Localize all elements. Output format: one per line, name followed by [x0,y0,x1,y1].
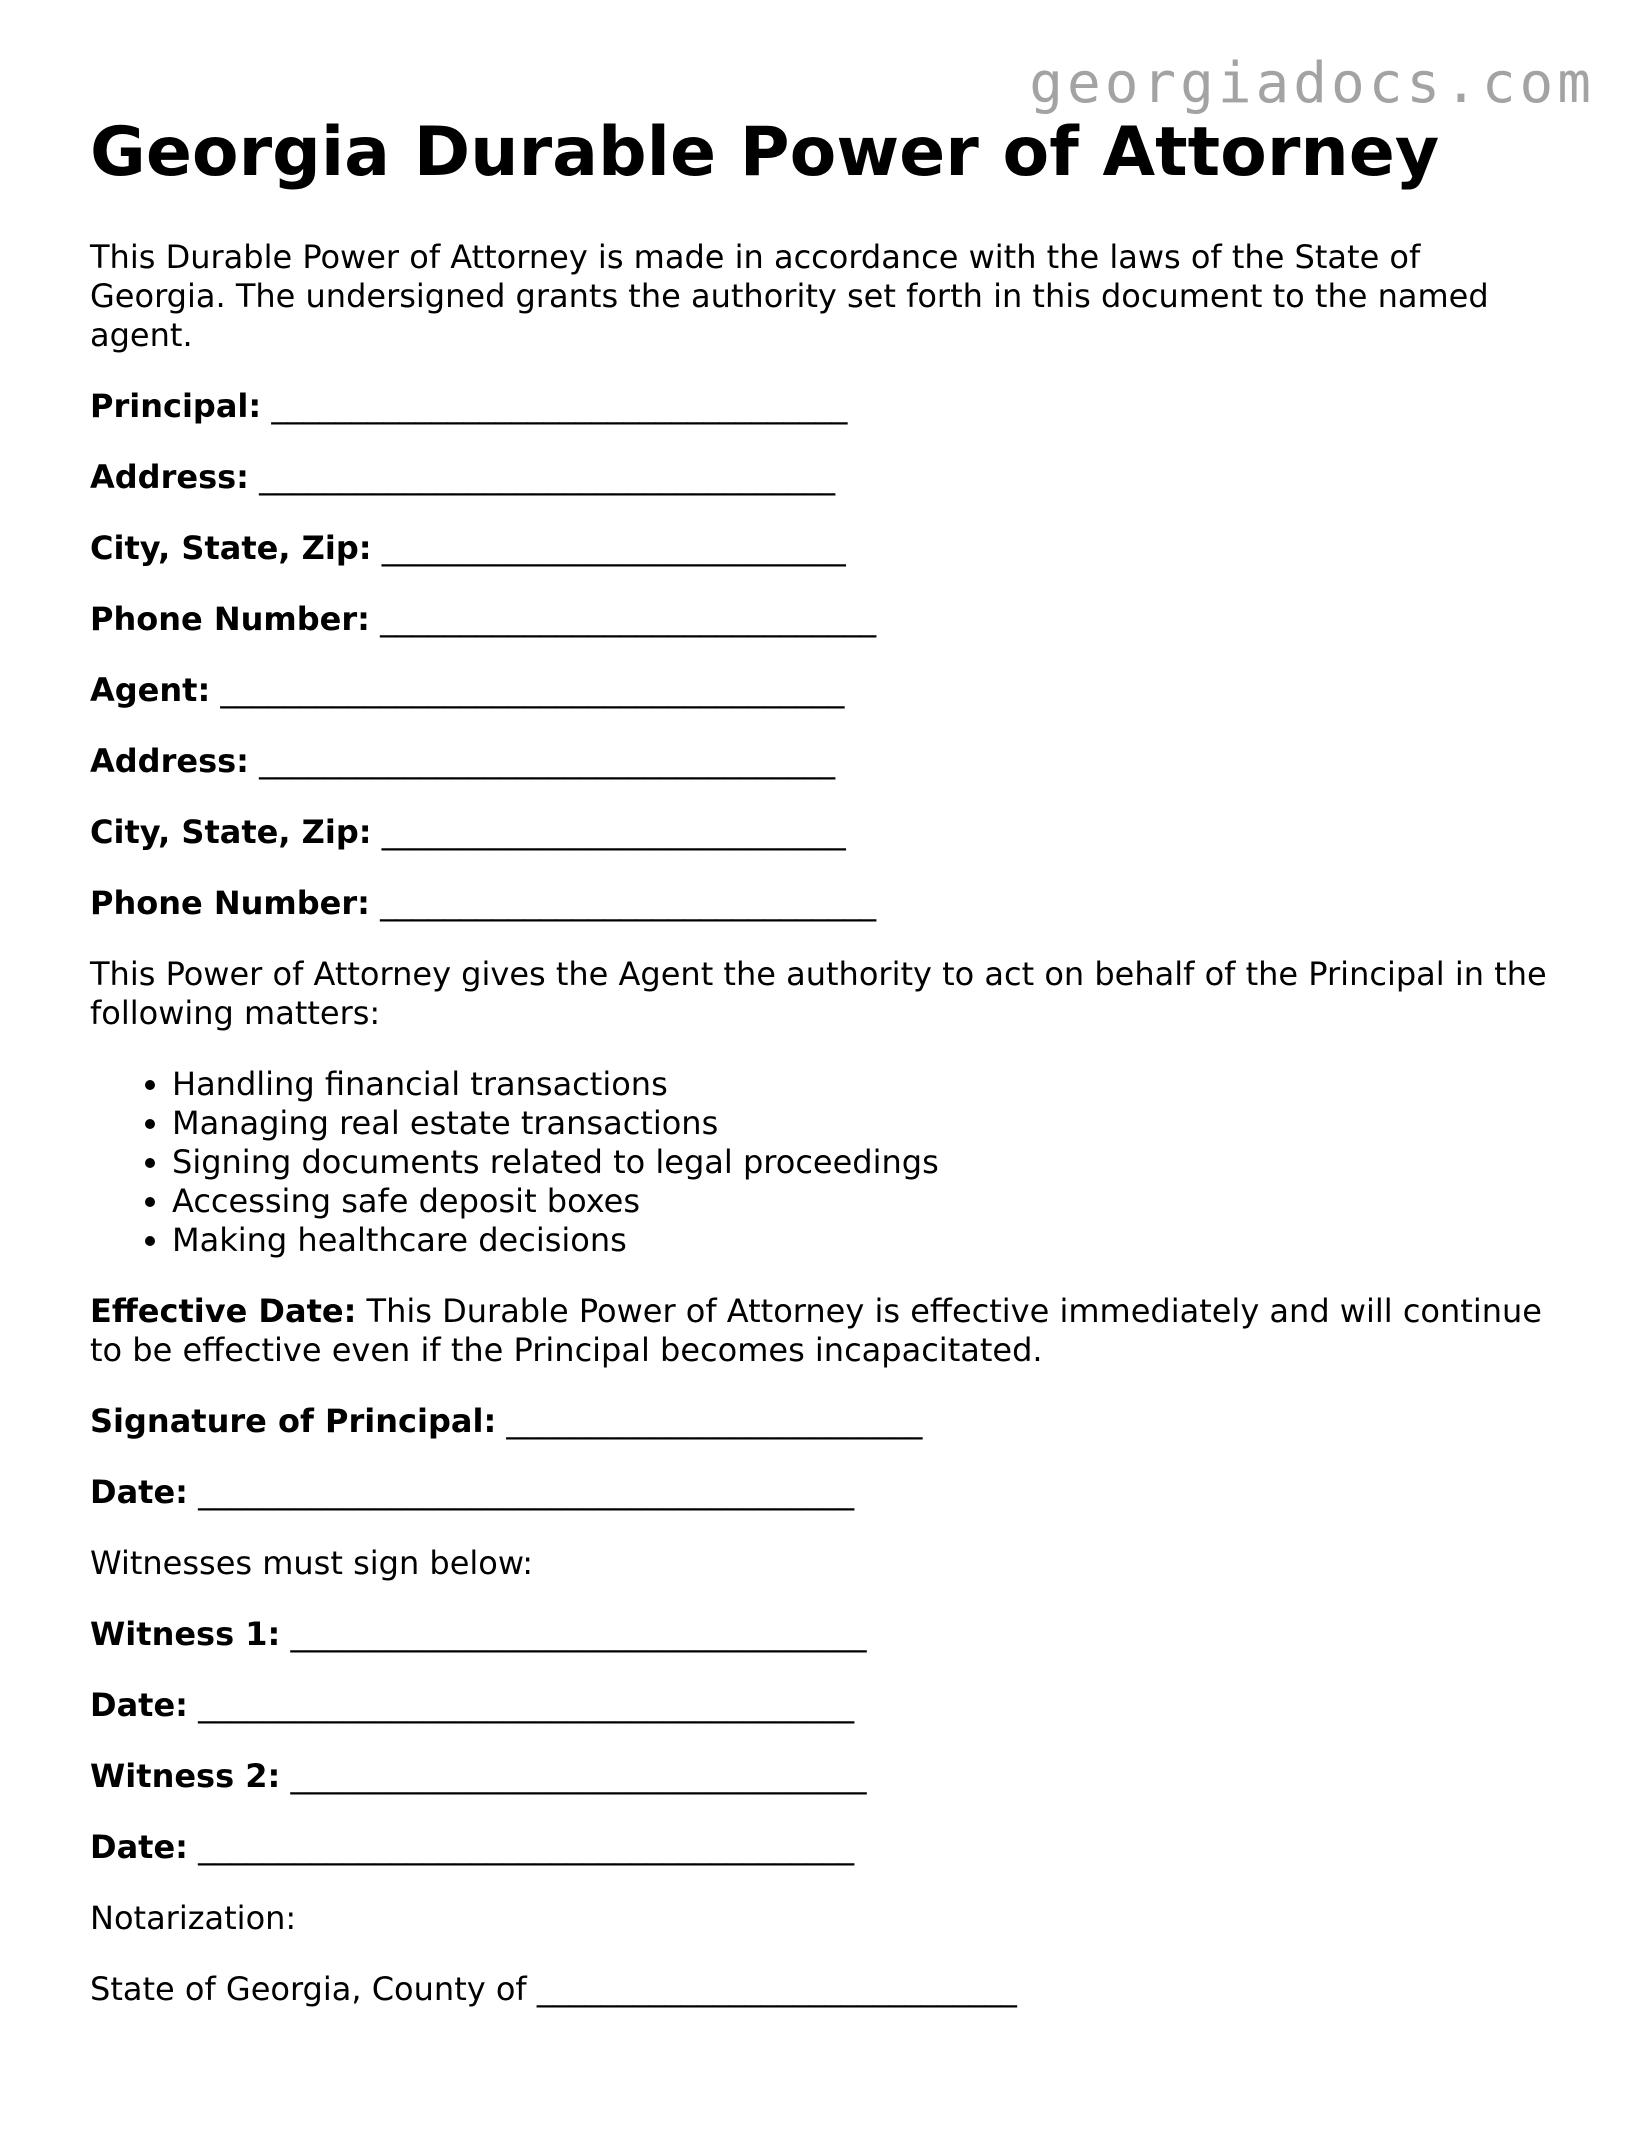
fill-line[interactable]: ____________________________________ [290,1614,867,1653]
fill-line[interactable]: _______________________________ [380,599,877,638]
agent-phone-field[interactable] [90,884,1560,923]
fill-line[interactable]: ____________________________________ [259,741,836,780]
field-label: Witness 1: [90,1614,281,1653]
fill-line[interactable]: _________________________________________ [198,1472,855,1511]
field-label: Date: [90,1685,188,1724]
list-item: • Handling financial transactions [172,1065,1560,1104]
fill-line[interactable]: _________________________________________ [198,1827,855,1866]
field-label: Address: [90,741,249,780]
fill-line[interactable]: ____________________________________ [271,386,848,425]
principal-phone-field[interactable] [90,600,1560,639]
effective-date-label: Effective Date: [90,1291,357,1330]
document-page [90,112,1560,2009]
agent-name-field[interactable] [90,671,1560,710]
field-label: Phone Number: [90,883,370,922]
field-label: Witness 2: [90,1756,281,1795]
field-label: Agent: [90,670,211,709]
effective-date-paragraph [90,1292,1560,1370]
fill-line[interactable]: _________________________________________ [198,1685,855,1724]
list-item: • Signing documents related to legal proceedings [172,1143,1560,1182]
agent-address-field[interactable] [90,742,1560,781]
field-label: Date: [90,1472,188,1511]
field-label: Date: [90,1827,188,1866]
fill-line[interactable]: _______________________________ [380,883,877,922]
witness-2-date-field[interactable] [90,1828,1560,1867]
list-item: • Managing real estate transactions [172,1104,1560,1143]
field-label: Signature of Principal: [90,1401,497,1440]
list-item: • Accessing safe deposit boxes [172,1182,1560,1221]
principal-name-field[interactable] [90,387,1560,426]
document-title: Georgia Durable Power of Attorney [90,113,1440,192]
notarization-heading: Notarization: [90,1898,297,1937]
authority-paragraph: This Power of Attorney gives the Agent the authority to act on behalf of the Principal in the following matters: [90,954,1547,1032]
field-label: Address: [90,457,249,496]
principal-signature-field[interactable] [90,1402,1560,1441]
watermark-text: georgiadocs.com [1029,51,1595,116]
field-label: City, State, Zip: [90,528,372,567]
fill-line[interactable]: ____________________________________ [290,1756,867,1795]
principal-address-field[interactable] [90,458,1560,497]
fill-line[interactable]: _______________________________________ [220,670,845,709]
field-label: Phone Number: [90,599,370,638]
powers-list [90,1065,1560,1260]
agent-city-state-zip-field[interactable] [90,813,1560,852]
fill-line[interactable]: _____________________________ [381,812,846,851]
principal-signature-date-field[interactable] [90,1473,1560,1512]
fill-line[interactable]: __________________________ [506,1401,923,1440]
county-field[interactable] [90,1970,1560,2009]
witness-1-date-field[interactable] [90,1686,1560,1725]
effective-date-text: This Durable Power of Attorney is effective immediately and will continue to be effective even if the Principal becomes incapacitated. [90,1291,1542,1369]
county-label: State of Georgia, County of [90,1969,527,2008]
intro-paragraph: This Durable Power of Attorney is made in accordance with the laws of the State of Georgia. The undersigned grants the authority set forth in this document to the named agent. [90,237,1489,354]
witness-1-field[interactable] [90,1615,1560,1654]
fill-line[interactable]: ______________________________ [536,1969,1017,2008]
witness-intro: Witnesses must sign below: [90,1543,534,1582]
principal-city-state-zip-field[interactable] [90,529,1560,568]
witness-2-field[interactable] [90,1757,1560,1796]
field-label: Principal: [90,386,262,425]
list-item: • Making healthcare decisions [172,1221,1560,1260]
field-label: City, State, Zip: [90,812,372,851]
fill-line[interactable]: _____________________________ [381,528,846,567]
fill-line[interactable]: ____________________________________ [259,457,836,496]
